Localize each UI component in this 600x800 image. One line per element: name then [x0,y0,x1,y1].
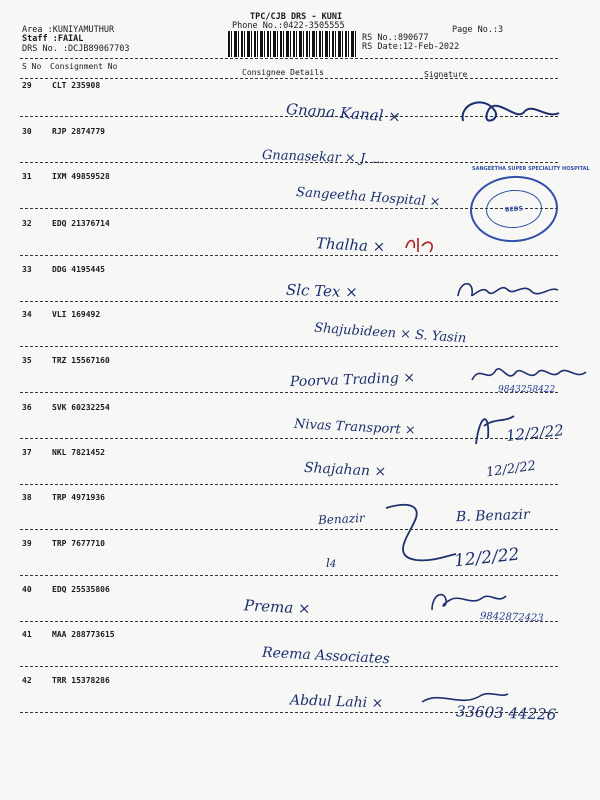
handwritten-phone: 9843258422 [498,385,556,395]
signature-scribble [428,588,508,614]
row-divider [20,575,558,576]
row-sno: 39 [22,539,32,548]
row-consignment: TRP 7677710 [52,539,105,548]
signature-scribble [470,408,520,448]
signature-scribble [455,93,565,131]
stamp-center: BEDS [485,188,544,230]
row-consignment: TRR 15378286 [52,676,110,685]
row-divider [20,484,558,485]
handwritten-consignee: Poorva Trading × [289,369,416,391]
row-consignment: CLT 235908 [52,81,101,90]
signature-scribble [380,498,460,574]
handwritten-date: 12/2/22 [453,544,521,572]
page-number: Page No.:3 [452,25,504,35]
handwritten-phone: 33603 44226 [455,702,557,724]
row-consignment: TRP 4971936 [52,493,105,502]
row-sno: 31 [22,172,32,181]
rs-date: RS Date:12-Feb-2022 [362,42,460,52]
row-sno: 32 [22,219,32,228]
handwritten-consignee: Nivas Transport × [293,416,417,439]
handwritten-consignee: Thalha × [315,234,386,256]
row-consignment: EDQ 25535806 [52,585,110,594]
handwritten-consignee: Benazir [317,510,366,528]
row-sno: 41 [22,630,32,639]
row-consignment: VLI 169492 [52,310,101,319]
row-consignment: SVK 60232254 [52,403,110,412]
row-consignment: MAA 288773615 [52,630,115,639]
handwritten-consignee: Shajahan × [303,459,387,481]
page-title: TPC/CJB DRS - KUNI [250,12,343,22]
row-consignment: DDG 4195445 [52,265,105,274]
handwritten-mark: l4 [326,556,337,570]
handwritten-signature: B. Benazir [455,506,530,526]
handwritten-date: 12/2/22 [505,421,565,445]
red-initials [402,234,438,256]
row-divider [20,392,558,393]
row-divider [20,666,558,667]
handwritten-consignee: Abdul Lahi × [289,692,384,712]
handwritten-consignee: Shajubideen × S. Yasin [313,320,467,347]
row-sno: 33 [22,265,32,274]
signature-scribble [470,362,590,386]
row-sno: 36 [22,403,32,412]
row-consignment: EDQ 21376714 [52,219,110,228]
stamp-text: SANGEETHA SUPER SPECIALITY HOSPITAL [472,166,590,172]
row-sno: 29 [22,81,32,90]
handwritten-phone: 9842872423 [479,610,544,625]
drs-number: DRS No. :DCJB89067703 [22,44,130,54]
signature-scribble [454,276,564,302]
row-consignment: RJP 2874779 [52,127,105,136]
col-sno: S No [22,62,42,71]
rs-number: RS No.:890677 [362,33,429,43]
row-sno: 38 [22,493,32,502]
row-consignment: TRZ 15567160 [52,356,110,365]
row-divider [20,529,558,530]
staff-label: Staff :FAIAL [22,34,84,44]
row-divider [20,346,558,347]
row-sno: 34 [22,310,32,319]
row-consignment: IXM 49859528 [52,172,110,181]
row-sno: 42 [22,676,32,685]
handwritten-consignee: Sangeetha Hospital × [295,184,442,211]
row-consignment: NKL 7821452 [52,448,105,457]
handwritten-consignee: Slc Tex × [285,280,359,302]
row-sno: 35 [22,356,32,365]
handwritten-consignee: Prema × [243,596,312,618]
area-label: Area :KUNIYAMUTHUR [22,25,115,35]
handwritten-consignee: Gnana Kanal × [285,100,402,126]
barcode [228,31,356,57]
hospital-stamp [468,173,560,245]
handwritten-consignee: Gnanasekar × J. ... [261,147,386,168]
row-sno: 37 [22,448,32,457]
row-divider [20,255,558,256]
handwritten-consignee: Reema Associates [261,644,391,668]
row-sno: 30 [22,127,32,136]
col-consignment: Consignment No [50,62,118,71]
col-signature: Signature [424,70,468,79]
row-sno: 40 [22,585,32,594]
row-divider [20,621,558,622]
divider [20,78,558,79]
divider [20,58,558,59]
handwritten-date: 12/2/22 [485,458,537,481]
phone-number: Phone No.:0422-3505555 [232,21,345,31]
col-consignee: Consignee Details [242,68,324,77]
